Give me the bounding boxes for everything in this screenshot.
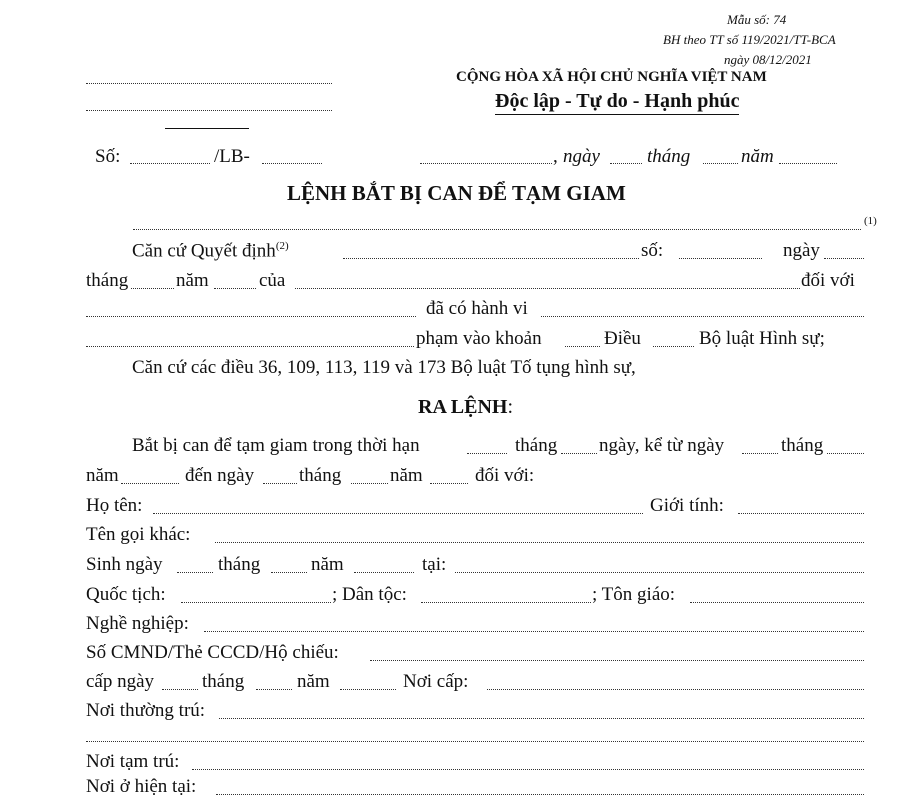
order-doi-voi-label: đối với: <box>475 465 535 486</box>
form-number: Mẫu số: 74 <box>727 12 787 27</box>
issue-day-field[interactable] <box>162 689 198 690</box>
start-day-field[interactable] <box>742 453 778 454</box>
agency-line-2[interactable] <box>86 110 332 111</box>
order-bat-label: Bắt bị can để tạm giam trong thời hạn <box>132 435 420 456</box>
order-ngay-ke-tu-label: ngày, kể từ ngày <box>599 435 725 456</box>
date-nam-label: năm <box>741 146 774 167</box>
issue-thang-label: tháng <box>202 671 245 692</box>
footnote-1: (1) <box>864 215 877 227</box>
ten-goi-khac-field[interactable] <box>215 542 864 543</box>
start-year-field[interactable] <box>121 483 179 484</box>
noi-cap-field[interactable] <box>487 689 864 690</box>
detention-days-field[interactable] <box>561 453 597 454</box>
decision-name-field[interactable] <box>343 258 639 259</box>
date-thang-label: tháng <box>647 146 691 167</box>
basis-cua-label: của <box>259 270 286 291</box>
can-cu-cac-dieu: Căn cứ các điều 36, 109, 113, 119 và 173 Bộ luật Tố tụng hình sự, <box>132 357 636 378</box>
so-field[interactable] <box>130 163 210 164</box>
date-year-field[interactable] <box>779 163 837 164</box>
issuer-field[interactable] <box>133 229 861 230</box>
issue-month-field[interactable] <box>256 689 292 690</box>
behavior-field-2[interactable] <box>86 346 414 347</box>
national-motto: Độc lập - Tự do - Hạnh phúc <box>495 90 739 115</box>
order-den-ngay-label: đến ngày <box>185 465 255 486</box>
basis-doi-voi-label: đối với <box>801 270 855 291</box>
dieu-label: Điều <box>604 328 641 349</box>
end-month-field[interactable] <box>351 483 388 484</box>
order-thang2-label: tháng <box>781 435 824 456</box>
nghe-nghiep-label: Nghề nghiệp: <box>86 613 189 634</box>
detention-months-field[interactable] <box>467 453 507 454</box>
agency-line-1[interactable] <box>86 83 332 84</box>
noi-tam-tru-label: Nơi tạm trú: <box>86 751 180 772</box>
noi-thuong-tru-label: Nơi thường trú: <box>86 700 206 721</box>
basis-so-label: số: <box>641 240 664 261</box>
agency-underline <box>165 128 249 129</box>
noi-tam-tru-field[interactable] <box>192 769 864 770</box>
decision-number-field[interactable] <box>679 258 762 259</box>
noi-thuong-tru-field-2[interactable] <box>86 741 864 742</box>
country-name: CỘNG HÒA XÃ HỘI CHỦ NGHĨA VIỆT NAM <box>456 69 767 85</box>
noi-o-hien-tai-label: Nơi ở hiện tại: <box>86 776 197 797</box>
noi-thuong-tru-field[interactable] <box>219 718 864 719</box>
place-field[interactable] <box>420 163 552 164</box>
dan-toc-field[interactable] <box>421 602 591 603</box>
end-day-field[interactable] <box>263 483 297 484</box>
date-ngay-label: ngày <box>563 146 600 167</box>
quoc-tich-field[interactable] <box>181 602 331 603</box>
so-cmnd-field[interactable] <box>370 660 864 661</box>
place-comma: , <box>553 146 558 167</box>
lb-field[interactable] <box>262 163 322 164</box>
basis-nam-label: năm <box>176 270 209 291</box>
gioi-tinh-label: Giới tính: <box>650 495 724 516</box>
can-cu-qd-text: Căn cứ Quyết định <box>132 240 276 262</box>
bo-luat-label: Bộ luật Hình sự; <box>699 328 825 349</box>
basis-thang-label: tháng <box>86 270 129 291</box>
ton-giao-label: ; Tôn giáo: <box>592 584 676 605</box>
basis-ngay-label: ngày <box>783 240 820 261</box>
ho-ten-field[interactable] <box>153 513 643 514</box>
order-heading <box>418 396 513 419</box>
da-co-hanh-vi-label: đã có hành vi <box>426 298 528 319</box>
basis-decision-label <box>132 240 289 262</box>
order-nam2-label: năm <box>390 465 423 486</box>
date-month-field[interactable] <box>703 163 738 164</box>
lb-label: /LB- <box>214 146 250 167</box>
birth-day-field[interactable] <box>177 572 213 573</box>
pham-vao-khoan-label: phạm vào khoản <box>416 328 542 349</box>
birth-year-field[interactable] <box>354 572 414 573</box>
order-nam-label: năm <box>86 465 119 486</box>
so-cmnd-label: Số CMND/Thẻ CCCD/Hộ chiếu: <box>86 642 339 663</box>
dan-toc-label: ; Dân tộc: <box>332 584 407 605</box>
issue-year-field[interactable] <box>340 689 396 690</box>
birth-thang-label: tháng <box>218 554 261 575</box>
decision-month-field[interactable] <box>131 288 174 289</box>
ton-giao-field[interactable] <box>690 602 864 603</box>
footnote-2: (2) <box>275 240 289 252</box>
cap-ngay-label: cấp ngày <box>86 671 155 692</box>
birth-place-field[interactable] <box>455 572 864 573</box>
order-thang-label: tháng <box>515 435 558 456</box>
birth-tai-label: tại: <box>422 554 447 575</box>
so-label: Số: <box>95 146 121 167</box>
suspect-name-field[interactable] <box>86 316 416 317</box>
form-issued-by: BH theo TT số 119/2021/TT-BCA <box>663 32 836 47</box>
sinh-ngay-label: Sinh ngày <box>86 554 163 575</box>
nghe-nghiep-field[interactable] <box>204 631 864 632</box>
form-issued-date: ngày 08/12/2021 <box>724 52 812 67</box>
decision-issuer-field[interactable] <box>295 288 800 289</box>
start-month-field[interactable] <box>827 453 864 454</box>
gioi-tinh-field[interactable] <box>738 513 864 514</box>
end-year-field[interactable] <box>430 483 468 484</box>
quoc-tich-label: Quốc tịch: <box>86 584 166 605</box>
date-day-field[interactable] <box>610 163 642 164</box>
decision-year-field[interactable] <box>214 288 256 289</box>
birth-month-field[interactable] <box>271 572 307 573</box>
noi-o-hien-tai-field[interactable] <box>216 794 864 795</box>
order-heading-text: RA LỆNH <box>418 396 508 418</box>
document-title: LỆNH BẮT BỊ CAN ĐỂ TẠM GIAM <box>287 181 626 205</box>
issue-nam-label: năm <box>297 671 330 692</box>
order-heading-colon: : <box>507 396 514 418</box>
ten-goi-khac-label: Tên gọi khác: <box>86 524 191 545</box>
decision-day-field[interactable] <box>824 258 864 259</box>
order-thang3-label: tháng <box>299 465 342 486</box>
behavior-field[interactable] <box>541 316 864 317</box>
khoan-field[interactable] <box>565 346 600 347</box>
ho-ten-label: Họ tên: <box>86 495 143 516</box>
birth-nam-label: năm <box>311 554 344 575</box>
dieu-field[interactable] <box>653 346 694 347</box>
noi-cap-label: Nơi cấp: <box>403 671 469 692</box>
